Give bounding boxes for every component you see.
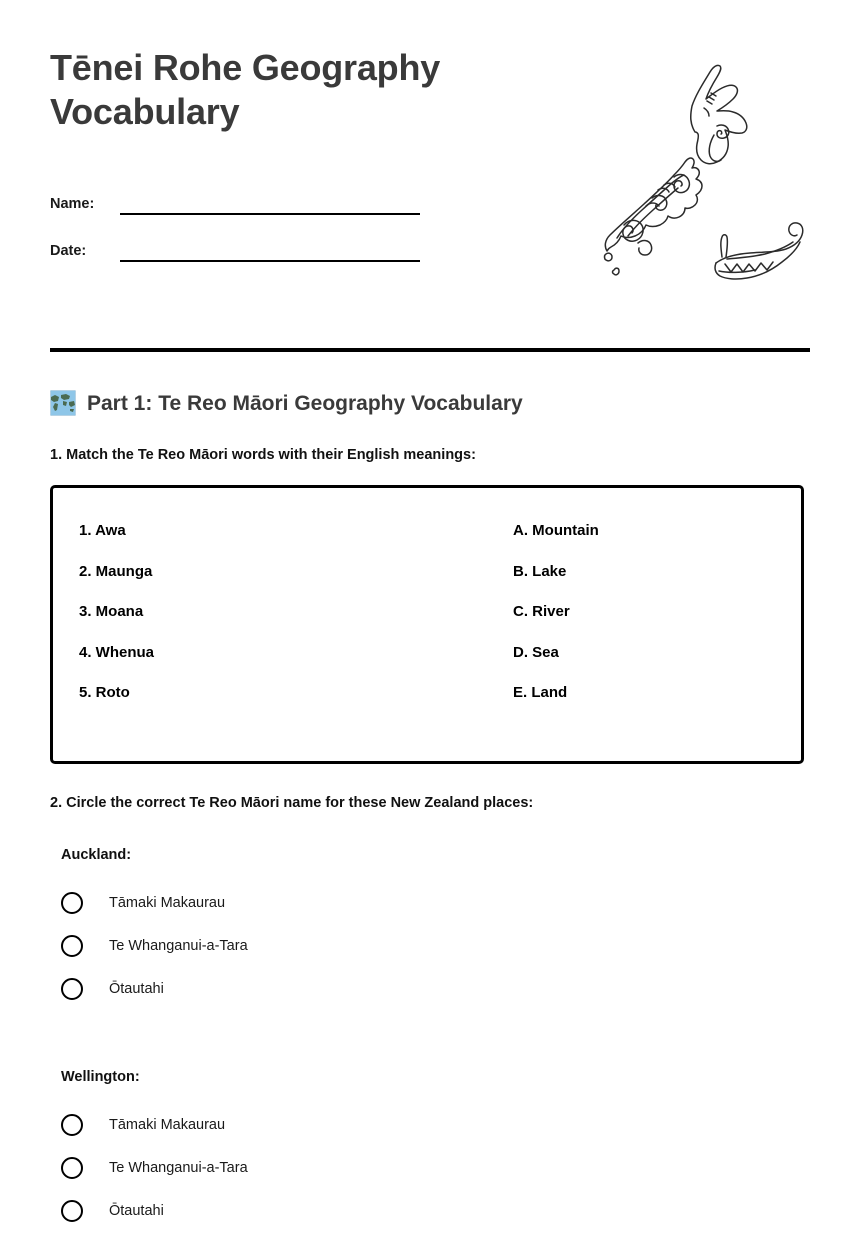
maori-word-3[interactable]: 3. Moana (79, 603, 144, 620)
radio-circle-icon[interactable] (61, 1157, 83, 1179)
option-label: Ōtautahi (109, 1203, 164, 1219)
english-meaning-b[interactable]: B. Lake (513, 562, 567, 580)
section-heading (50, 390, 810, 416)
radio-circle-icon[interactable] (61, 1114, 83, 1136)
maori-word-2[interactable]: 2. Maunga (79, 562, 153, 580)
name-input-line[interactable] (120, 213, 420, 215)
name-field-label: Name: (50, 195, 95, 212)
table-row (53, 522, 801, 563)
option-auckland-3[interactable] (50, 968, 810, 1011)
place-label-auckland: Auckland: (61, 846, 132, 863)
table-row (53, 563, 801, 604)
option-label: Tāmaki Makaurau (109, 895, 226, 911)
name-field-row (50, 168, 520, 215)
worksheet-header (50, 0, 810, 304)
place-group-wellington (50, 1069, 810, 1233)
question-2-prompt: 2. Circle the correct Te Reo Māori name for these New Zealand places: (50, 794, 534, 811)
radio-circle-icon[interactable] (61, 892, 83, 914)
english-meaning-d[interactable]: D. Sea (513, 643, 559, 661)
option-label: Te Whanganui-a-Tara (109, 938, 248, 954)
option-wellington-1[interactable] (50, 1104, 810, 1147)
date-field-label: Date: (50, 242, 87, 259)
table-row (53, 644, 801, 685)
maori-word-1[interactable]: 1. Awa (79, 522, 126, 539)
question-1-prompt: 1. Match the Te Reo Māori words with their English meanings: (50, 447, 476, 463)
radio-circle-icon[interactable] (61, 935, 83, 957)
new-zealand-map-illustration (586, 58, 816, 298)
radio-circle-icon[interactable] (61, 1200, 83, 1222)
english-meaning-c[interactable]: C. River (513, 603, 570, 620)
page-title: Tēnei Rohe Geography Vocabulary (50, 47, 441, 132)
place-label-wellington: Wellington: (61, 1068, 140, 1085)
english-meaning-e[interactable]: E. Land (513, 684, 568, 701)
world-map-icon (50, 390, 76, 416)
table-row (53, 603, 801, 644)
radio-circle-icon[interactable] (61, 978, 83, 1000)
maori-word-5[interactable]: 5. Roto (79, 684, 130, 701)
date-field-row (50, 215, 520, 262)
english-meaning-a[interactable]: A. Mountain (513, 522, 599, 539)
section-title: Part 1: Te Reo Māori Geography Vocabulary (87, 391, 523, 415)
table-row (53, 684, 801, 725)
option-label: Te Whanganui-a-Tara (109, 1160, 248, 1176)
header-divider-rule (50, 348, 810, 352)
option-auckland-1[interactable] (50, 882, 810, 925)
student-info-fields (50, 168, 520, 262)
option-auckland-2[interactable] (50, 925, 810, 968)
option-label: Ōtautahi (109, 981, 164, 997)
date-input-line[interactable] (120, 260, 420, 262)
matching-exercise-box (50, 485, 804, 764)
place-group-auckland (50, 847, 810, 1011)
option-wellington-3[interactable] (50, 1190, 810, 1233)
option-label: Tāmaki Makaurau (109, 1117, 226, 1133)
option-wellington-2[interactable] (50, 1147, 810, 1190)
maori-word-4[interactable]: 4. Whenua (79, 643, 155, 661)
